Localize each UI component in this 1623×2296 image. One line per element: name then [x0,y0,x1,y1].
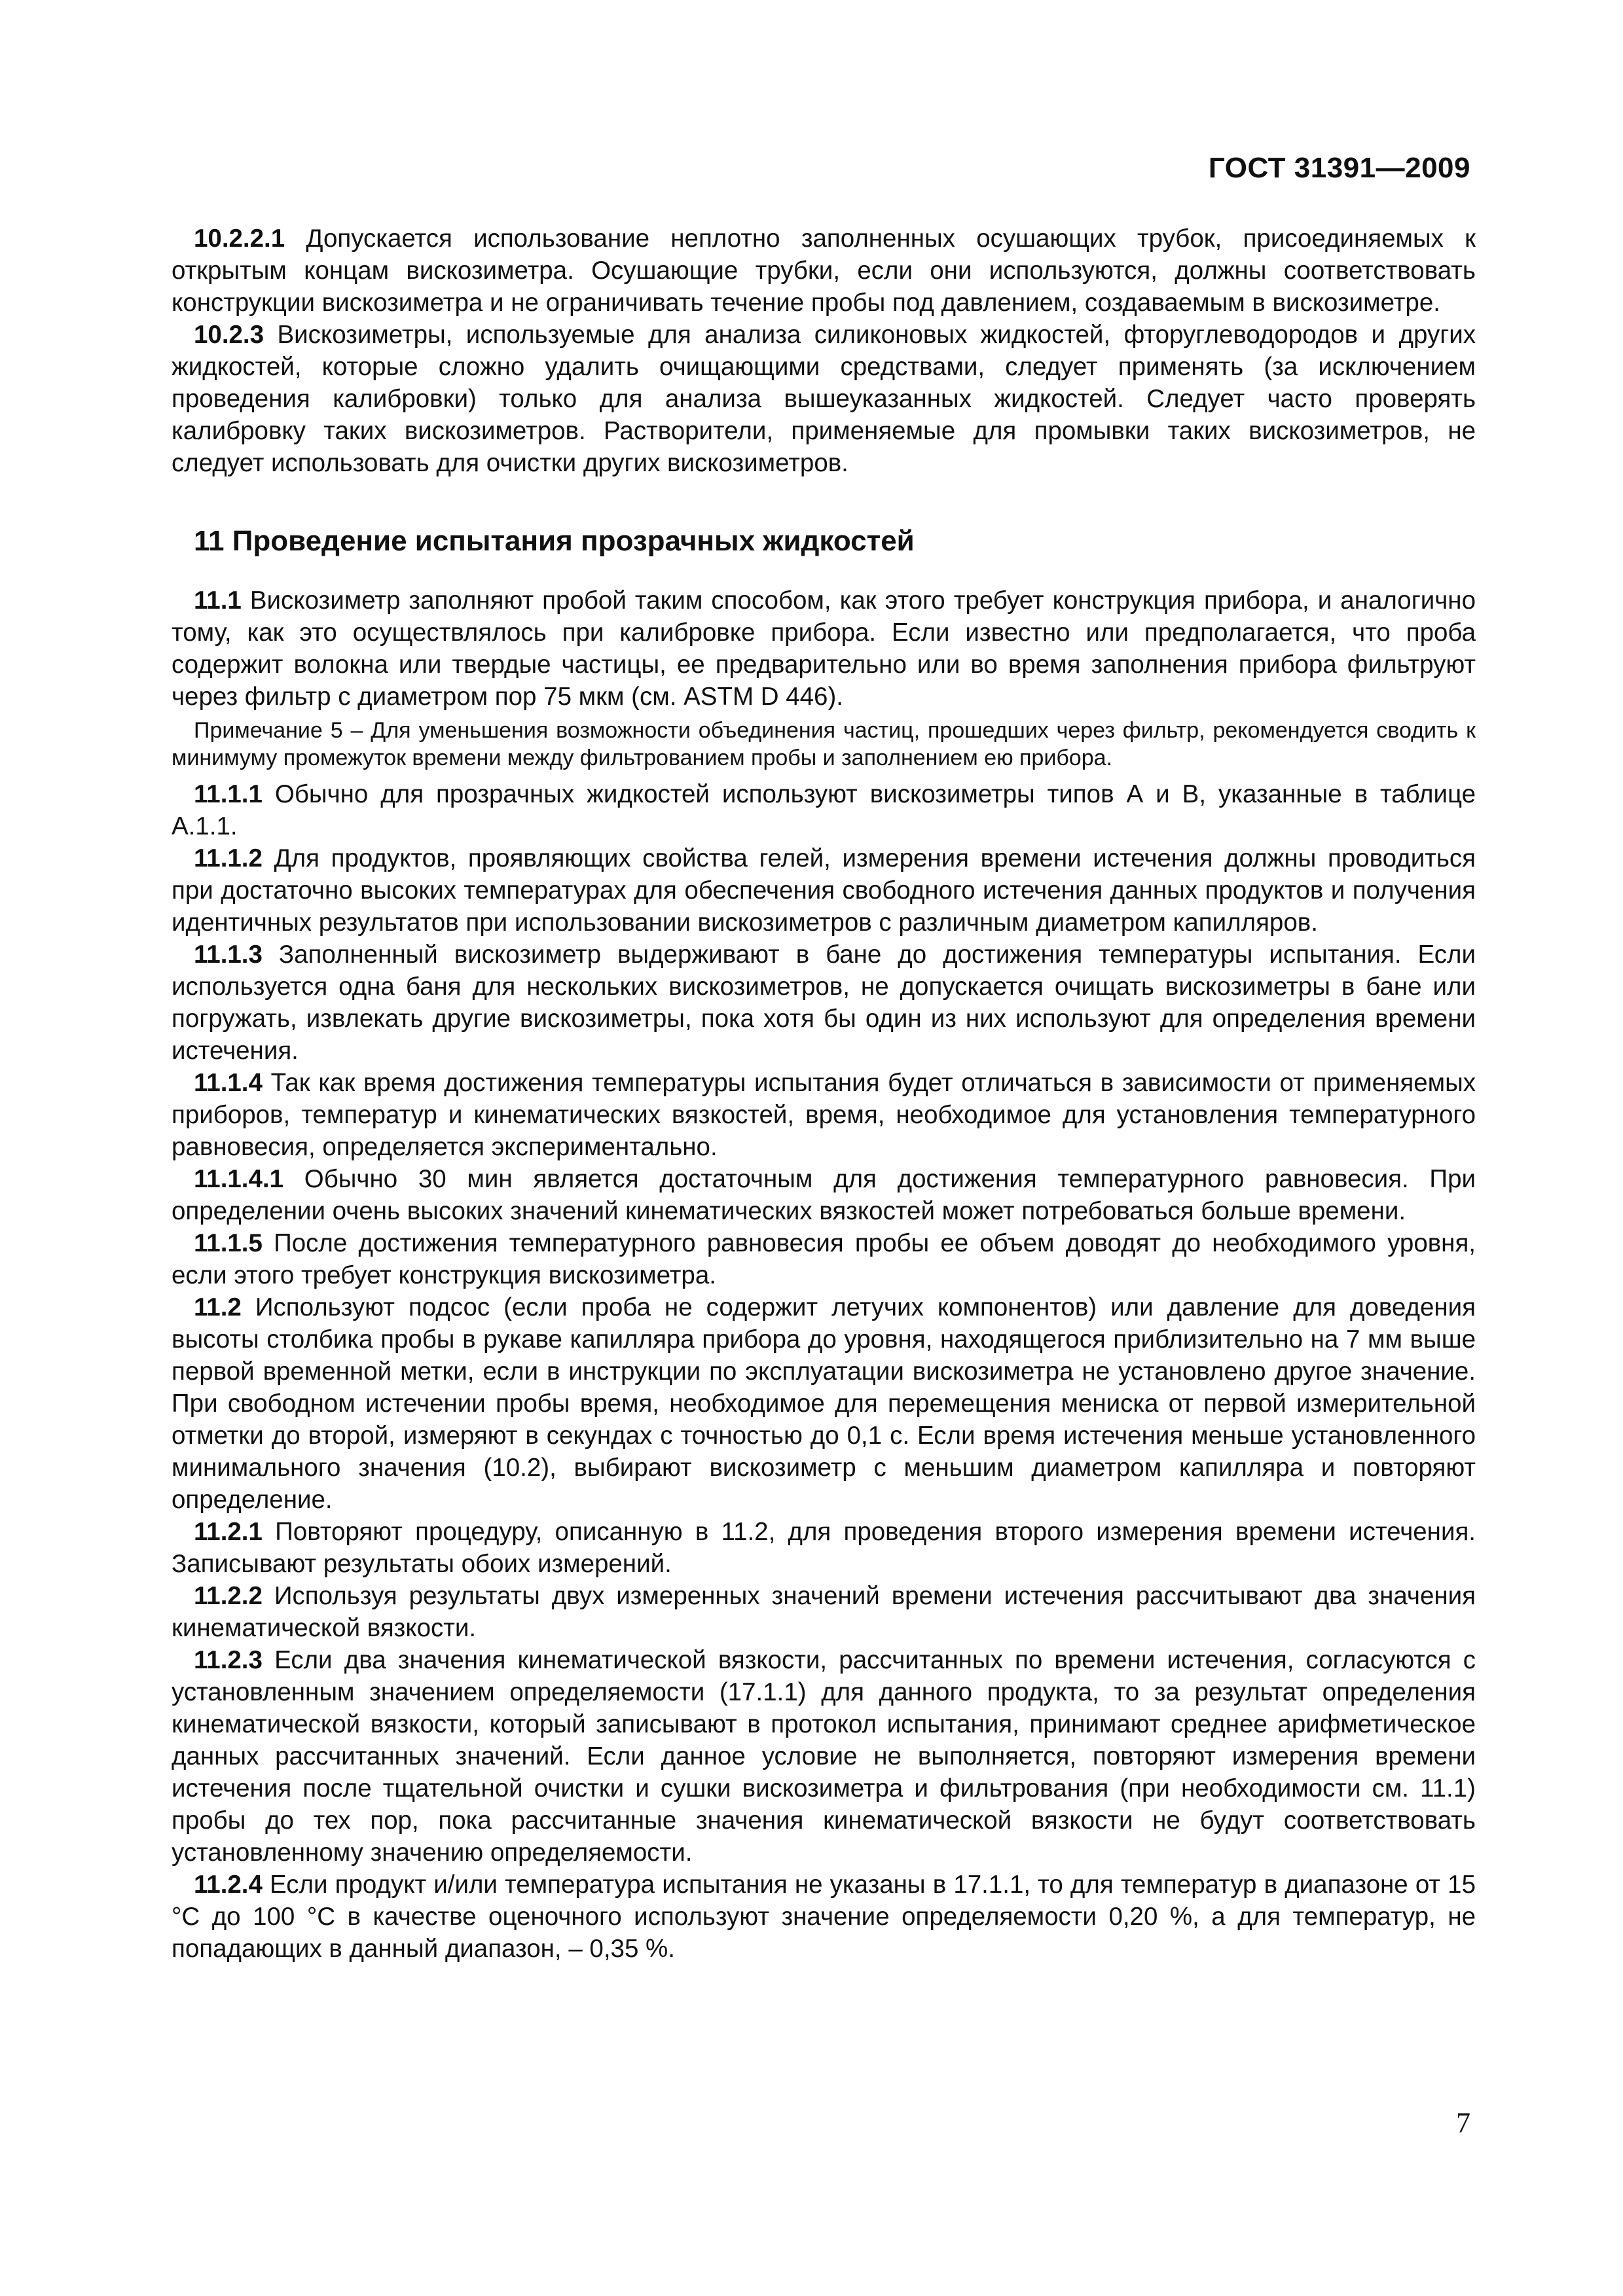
section-heading: 11 Проведение испытания прозрачных жидкостей [194,525,915,557]
paragraph-11-1-2: 11.1.2 Для продуктов, проявляющих свойства гелей, измерения времени истечения должны проводиться при достаточно высоких температурах для обеспечения свободного истечения данных продуктов и получения идентичных результатов при использовании вискозиметров с различным диаметром капилляров. [172,844,1476,937]
paragraph-11-2-4: 11.2.4 Если продукт и/или температура испытания не указаны в 17.1.1, то для температур в диапазоне от 15 °С до 100 °С в качестве оценочного используют значение определяемости 0,20 %, а для температур, не попадающих в данный диапазон, – 0,35 %. [172,1871,1476,1963]
paragraph-11-1-1: 11.1.1 Обычно для прозрачных жидкостей используют вискозиметры типов А и В, указанные в таблице А.1.1. [172,780,1476,840]
paragraph-11-2-3: 11.2.3 Если два значения кинематической вязкости, рассчитанных по времени истечения, согласуются с установленным значением определяемости (17.1.1) для данного продукта, то за результат определения кинематической вязкости, который записывают в протокол испытания, принимают среднее арифметическое данных рассчитанных значений. Если данное условие не выполняется, повторяют измерения времени истечения после тщательной очистки и сушки вискозиметра и фильтрования (при необходимости см. 11.1) пробы до тех пор, пока рассчитанные значения кинематической вязкости не будут соответствовать установленному значению определяемости. [172,1646,1476,1867]
page-number: 7 [1456,2107,1470,2139]
paragraph-11-1: 11.1 Вискозиметр заполняют пробой таким способом, как этого требует конструкция прибора, и аналогично тому, как это осуществлялось при калибровке прибора. Если известно или предполагается, что проба содержит волокна или твердые частицы, ее предварительно или во время заполнения прибора фильтруют через фильтр с диаметром пор 75 мкм (см. ASTM D 446). [172,586,1476,711]
paragraph-11-1-5: 11.1.5 После достижения температурного равновесия пробы ее объем доводят до необходимого уровня, если этого требует конструкция вискозиметра. [172,1229,1476,1289]
paragraph-11-2-1: 11.2.1 Повторяют процедуру, описанную в 11.2, для проведения второго измерения времени истечения. Записывают результаты обоих измерений. [172,1518,1476,1578]
paragraph-10-2-2-1: 10.2.2.1 Допускается использование неплотно заполненных осушающих трубок, присоединяемых к открытым концам вискозиметра. Осушающие трубки, если они используются, должны соответствовать конструкции вискозиметра и не ограничивать течение пробы под давлением, создаваемым в вискозиметре. [172,224,1476,317]
paragraph-11-1-4: 11.1.4 Так как время достижения температуры испытания будет отличаться в зависимости от применяемых приборов, температур и кинематических вязкостей, время, необходимое для установления температурного равновесия, определяется экспериментально. [172,1069,1476,1161]
paragraph-11-1-4-1: 11.1.4.1 Обычно 30 мин является достаточным для достижения температурного равновесия. При определении очень высоких значений кинематических вязкостей может потребоваться больше времени. [172,1165,1476,1225]
document-id: ГОСТ 31391—2009 [1208,152,1470,184]
paragraph-11-1-3: 11.1.3 Заполненный вискозиметр выдерживают в бане до достижения температуры испытания. Если используется одна баня для нескольких вискозиметров, не допускается очищать вискозиметры в бане или погружать, извлекать другие вискозиметры, пока хотя бы один из них используют для определения времени истечения. [172,941,1476,1065]
note-5: Примечание 5 – Для уменьшения возможности объединения частиц, прошедших через фильтр, рекомендуется сводить к минимуму промежуток времени между фильтрованием пробы и заполнением ею прибора. [172,718,1476,770]
paragraph-10-2-3: 10.2.3 Вискозиметры, используемые для анализа силиконовых жидкостей, фторуглеводородов и других жидкостей, которые сложно удалить очищающими средствами, следует применять (за исключением проведения калибровки) только для анализа вышеуказанных жидкостей. Следует часто проверять калибровку таких вискозиметров. Растворители, применяемые для промывки таких вискозиметров, не следует использовать для очистки других вискозиметров. [172,321,1476,477]
document-body [172,223,1476,1965]
paragraph-11-2-2: 11.2.2 Используя результаты двух измеренных значений времени истечения рассчитывают два значения кинематической вязкости. [172,1582,1476,1642]
paragraph-11-2: 11.2 Используют подсос (если проба не содержит летучих компонентов) или давление для доведения высоты столбика пробы в рукаве капилляра прибора до уровня, находящегося приблизительно на 7 мм выше первой временной метки, если в инструкции по эксплуатации вискозиметра не установлено другое значение. При свободном истечении пробы время, необходимое для перемещения мениска от первой измерительной отметки до второй, измеряют в секундах с точностью до 0,1 с. Если время истечения меньше установленного минимального значения (10.2), выбирают вискозиметр с меньшим диаметром капилляра и повторяют определение. [172,1293,1476,1514]
